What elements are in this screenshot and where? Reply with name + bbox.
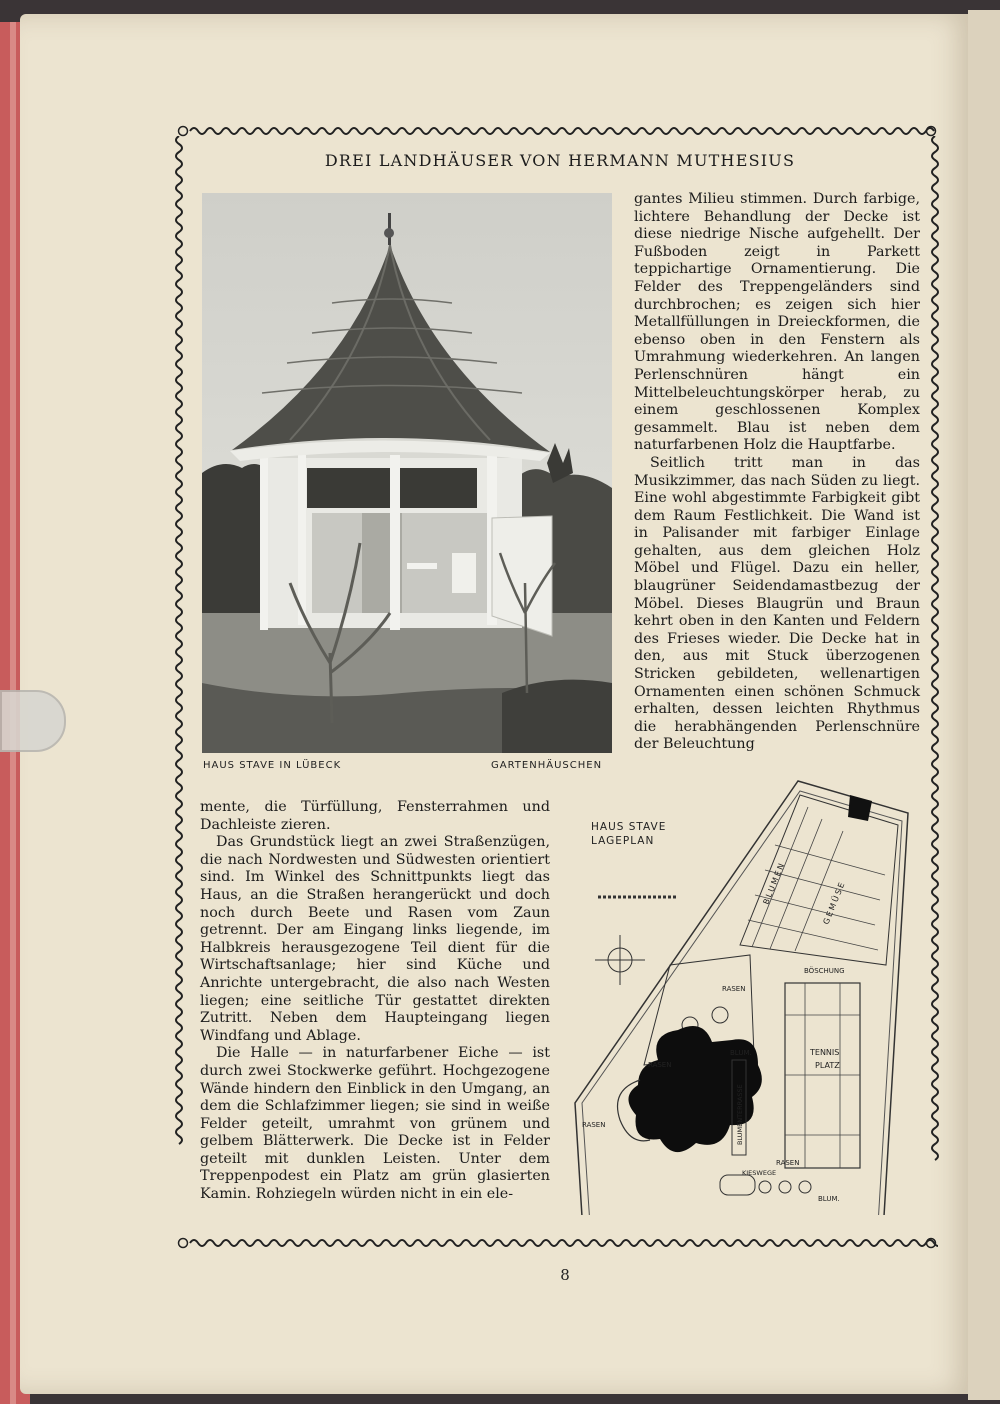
paragraph: mente, die Türfüllung, Fensterrahmen und Dachleiste zieren. [200,799,550,833]
ornament-border-top [176,124,938,138]
running-title: DREI LANDHÄUSER VON HERMANN MUTHESIUS [324,151,796,170]
ornament-border-bottom [176,1236,938,1250]
plan-label-blumenterrasse: BLUMENTERRASSE [736,1084,744,1145]
figure-caption-location: HAUS STAVE IN LÜBECK [203,760,342,771]
text-column-right [634,191,920,754]
plan-label-rasen-2: RASEN [648,1061,672,1069]
plan-label-kieswege: KIESWEGE [742,1169,777,1177]
page-number: 8 [560,1266,570,1284]
plan-label-rasen: RASEN [722,985,746,993]
plan-label-boeschung: BÖSCHUNG [804,967,845,975]
site-plan-caption-subtitle: LAGEPLAN [591,835,655,847]
text-column-left [200,799,550,1204]
site-plan-caption-title: HAUS STAVE [591,821,667,833]
ornament-border-left [172,136,186,1236]
page-stack-edge [968,10,1000,1400]
plan-label-blumen: BLUMEN [761,860,787,906]
paragraph: Die Halle — in naturfarbener Eiche — ist durch zwei Stockwerke geführt. Hochgezogene Wände hindern den Einblick in den Umgang, an dem die Schlafzimmer liegen; sie sind in weiße Felder geteilt, umrahmt von grünem und gelbem Blätterwerk. Die Decke ist in Felder geteilt mit dunklen Leisten. Unter dem Treppenpodest ein Platz am grün glasierten Kamin. Rohziegeln würden nicht in ein ele- [200,1045,550,1203]
plan-label-platz: PLATZ [815,1061,840,1070]
plan-label-rasen-4: RASEN [776,1159,800,1167]
paragraph: Das Grundstück liegt an zwei Straßenzügen, die nach Nordwesten und Südwesten orientiert sind. Im Winkel des Schnittpunkts liegt das Haus, an die Straßen herangerückt und doch noch durch Beete und Rasen vom Zaun getrennt. Der am Eingang links liegende, im Halbkreis herausgezogene Teil dient für die Wirtschaftsanlage; hier sind Küche und Anrichte untergebracht, die also nach Westen liegen; eine seitliche Tür gestattet direkten Zutritt. Neben dem Haupteingang liegen Windfang und Ablage. [200,834,550,1044]
page-clip [0,690,66,752]
plan-label-blum-2: BLUM. [818,1195,840,1203]
paragraph: Seitlich tritt man in das Musikzimmer, das nach Süden zu liegt. Eine wohl abgestimmte Farbigkeit gibt dem Raum Festlichkeit. Die Wand ist in Palisander mit farbiger Einlage gehalten, aus dem gleichen Holz Möbel und Flügel. Dazu ein heller, blaugrüner Seidendamastbezug der Möbel. Dieses Blaugrün und Braun kehrt oben in den Kanten und Feldern des Frieses wieder. Die Decke hat in den, aus mit Stuck überzogenen Stricken gebildeten, wellenartigen Ornamenten einen schönen Schmuck erhalten, dessen leichten Rhythmus die herabhängenden Perlenschnüre der Beleuchtung [634,454,920,753]
plan-label-blum: BLUM. [730,1049,752,1057]
plan-label-rasen-3: RASEN [582,1121,606,1129]
paragraph: gantes Milieu stimmen. Durch farbige, lichtere Behandlung der Decke ist diese niedrige Nische aufgehellt. Der Fußboden zeigt in Parkett teppichartige Ornamentierung. Die Felder des Treppengeländers sind durchbrochen; es zeigen sich hier Metallfüllungen in Dreieckformen, die ebenso oben in den Fenstern als Umrahmung wiederkehren. An langen Perlenschnüren hängt ein Mittelbeleuchtungskörper herab, zu einem geschlossenen Komplex gesammelt. Blau ist neben dem naturfarbenen Holz die Hauptfarbe. [634,191,920,454]
ornament-border-right [928,136,942,1236]
plan-label-tennis: TENNIS [810,1048,840,1057]
figure-caption-subject: GARTENHÄUSCHEN [491,760,603,771]
plan-label-gemuese: GEMÜSE [821,879,848,926]
site-plan-drawing [570,775,930,1215]
garden-pavilion-photo [202,193,612,753]
